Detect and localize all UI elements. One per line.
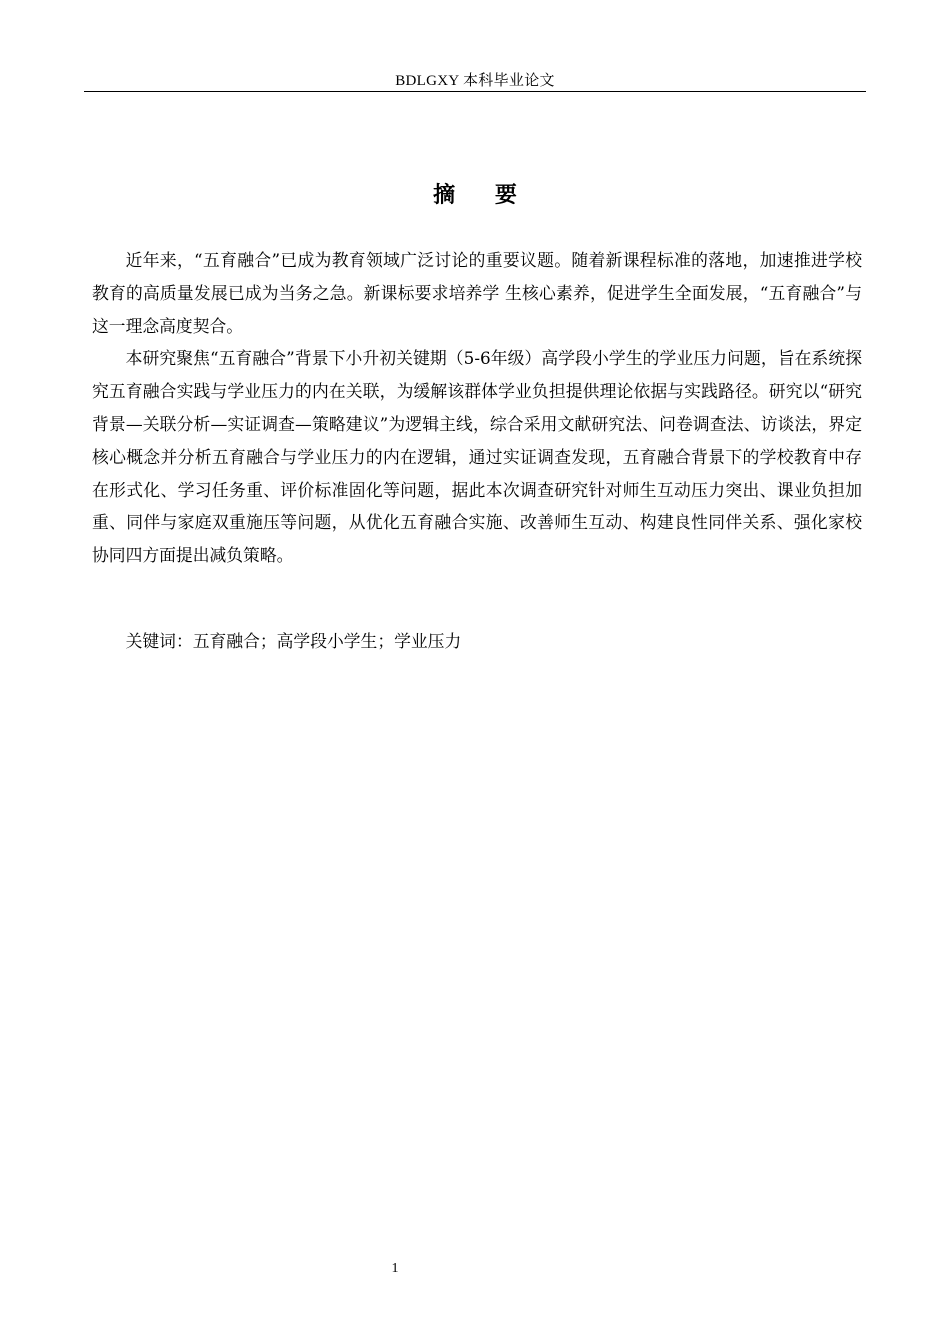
abstract-body bbox=[92, 244, 862, 572]
abstract-paragraph-2: 本研究聚焦“五育融合”背景下小升初关键期（5-6年级）高学段小学生的学业压力问题，旨在系统探究五育融合实践与学业压力的内在关联，为缓解该群体学业负担提供理论依据与实践路径。研究以“研究背景—关联分析—实证调查—策略建议”为逻辑主线，综合采用文献研究法、问卷调查法、访谈法，界定核心概念并分析五育融合与学业压力的内在逻辑，通过实证调查发现，五育融合背景下的学校教育中存在形式化、学习任务重、评价标准固化等问题，据此本次调查研究针对师生互动压力突出、课业负担加重、同伴与家庭双重施压等问题，从优化五育融合实施、改善师生互动、构建良性同伴关系、强化家校协同四方面提出减负策略。 bbox=[92, 348, 862, 566]
keywords-line: 关键词：五育融合；高学段小学生；学业压力 bbox=[125, 631, 462, 651]
abstract-paragraph-1: 近年来，“五育融合”已成为教育领域广泛讨论的重要议题。随着新课程标准的落地，加速推进学校教育的高质量发展已成为当务之急。新课标要求培养学 生核心素养，促进学生全面发展，“五育融合”与这一理念高度契合。 bbox=[92, 250, 862, 336]
abstract-title: 摘 要 bbox=[433, 182, 533, 208]
running-header: BDLGXY 本科毕业论文 bbox=[395, 73, 555, 89]
header-divider bbox=[84, 91, 866, 92]
page-number: 1 bbox=[391, 1261, 399, 1276]
